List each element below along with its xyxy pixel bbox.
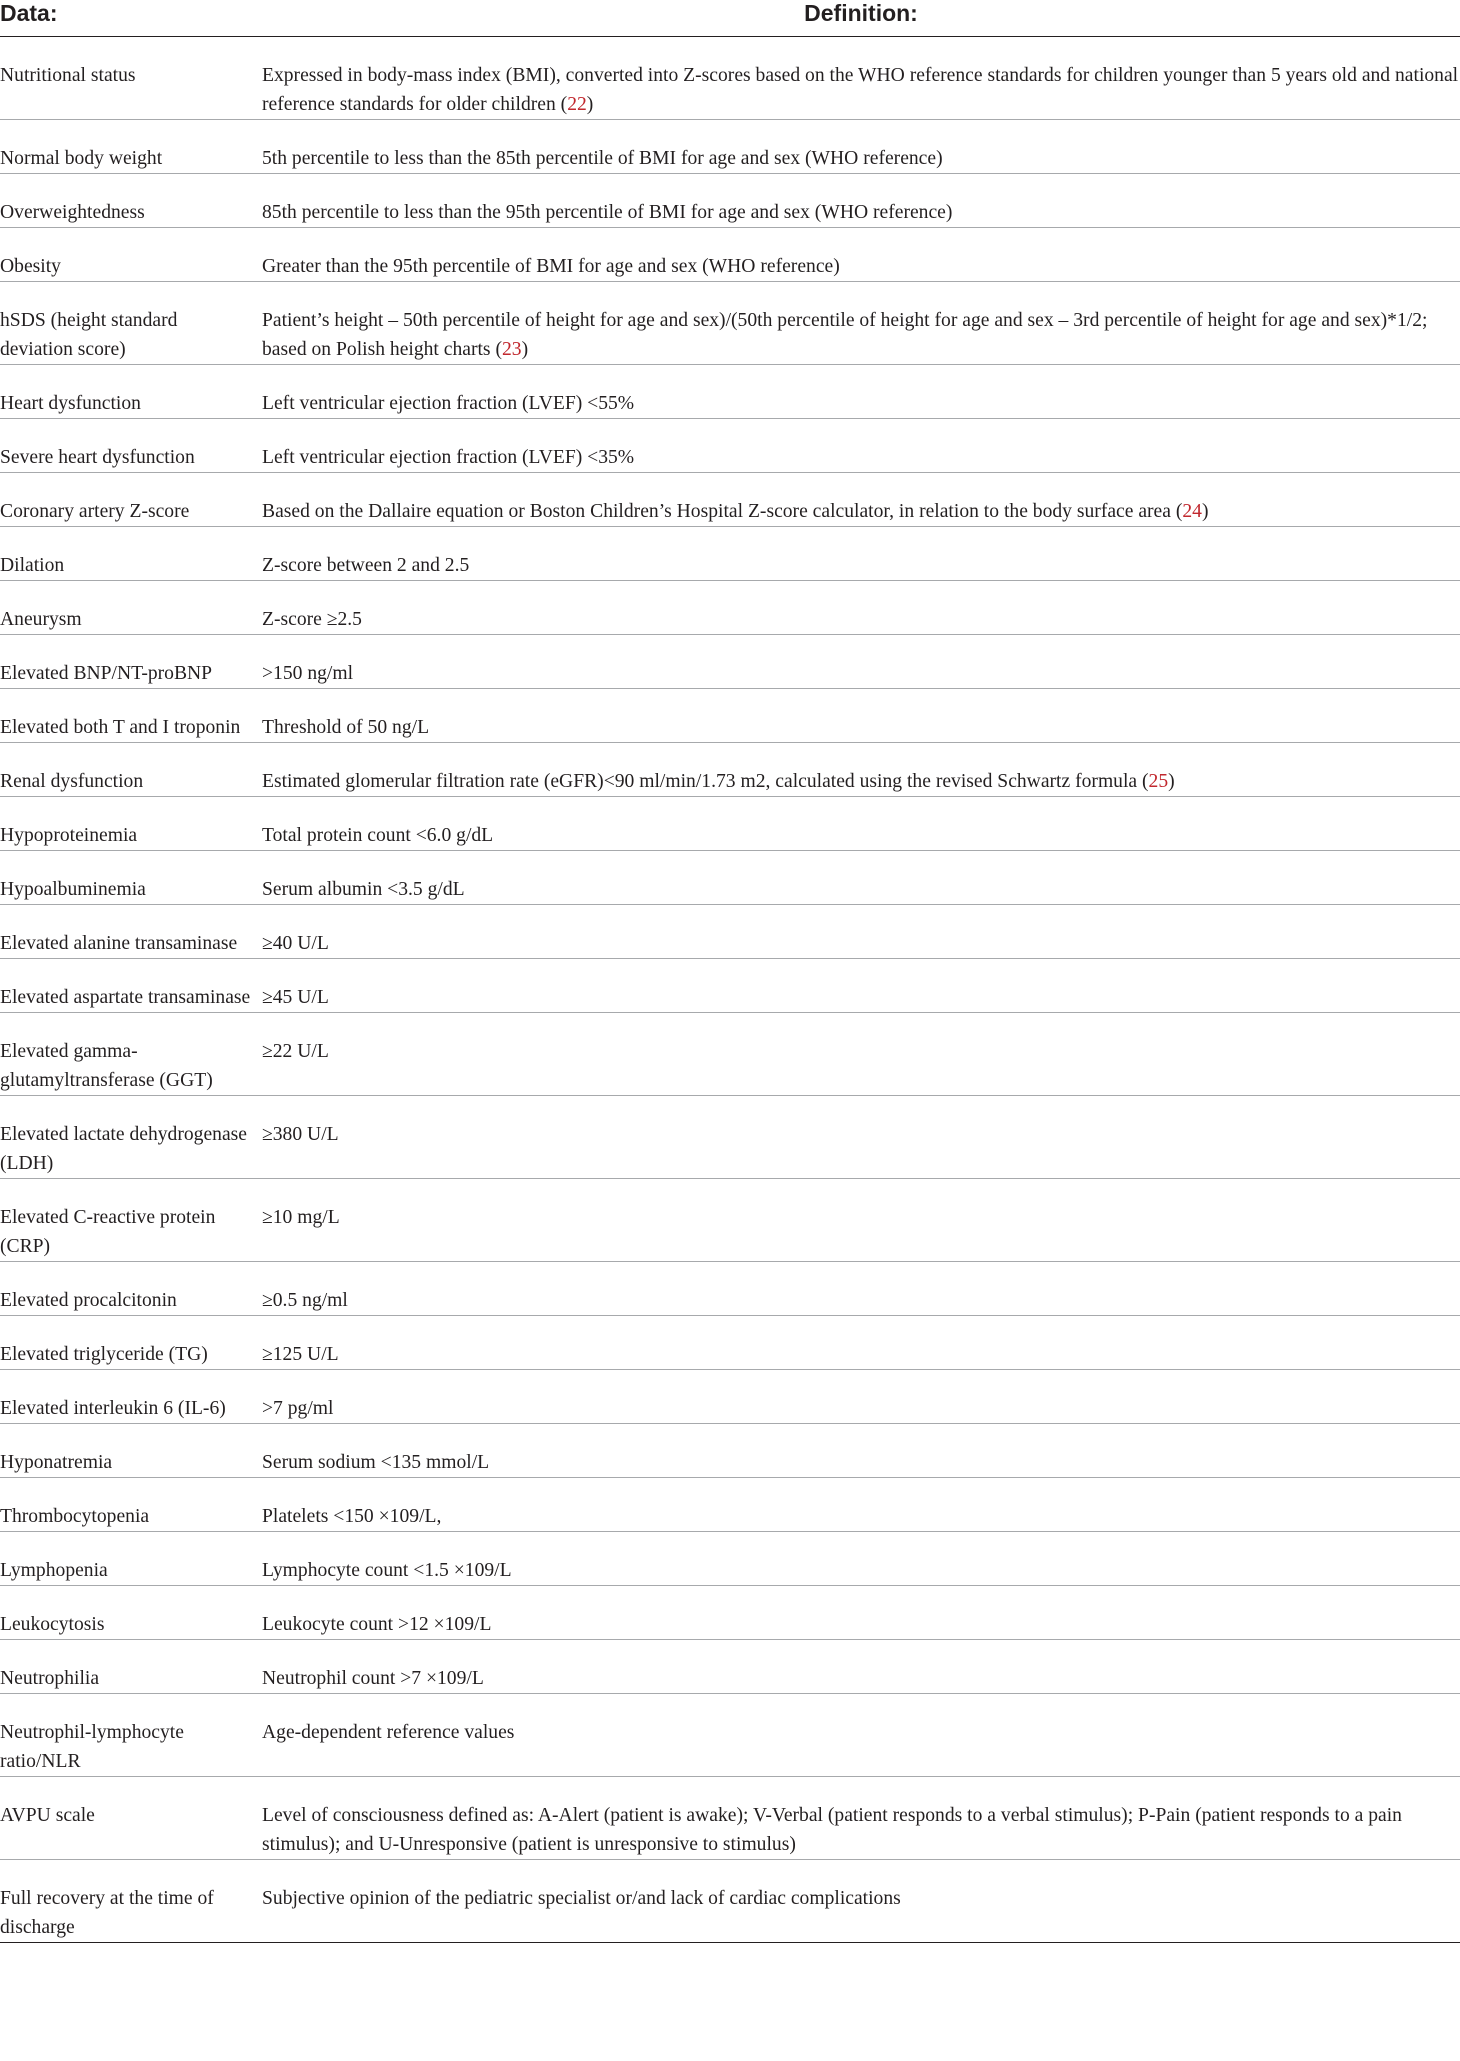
- data-term-cell: Elevated interleukin 6 (IL-6): [0, 1370, 262, 1424]
- definition-text: Subjective opinion of the pediatric specialist or/and lack of cardiac complications: [262, 1888, 901, 1909]
- reference-link[interactable]: 25: [1148, 771, 1169, 792]
- definition-text: Platelets <150 ×109/L,: [262, 1506, 442, 1527]
- definition-text: 85th percentile to less than the 95th percentile of BMI for age and sex (WHO reference): [262, 202, 953, 223]
- table-row: [0, 120, 1460, 174]
- definition-text: Left ventricular ejection fraction (LVEF) <35%: [262, 447, 635, 468]
- definition-cell: [262, 120, 1460, 174]
- definition-cell: [262, 1424, 1460, 1478]
- definition-text: ≥0.5 ng/ml: [262, 1290, 348, 1311]
- data-term-cell: Lymphopenia: [0, 1532, 262, 1586]
- table-header: [0, 0, 1460, 37]
- definition-text: >7 pg/ml: [262, 1398, 334, 1419]
- data-term-cell: Heart dysfunction: [0, 365, 262, 419]
- table-row: [0, 228, 1460, 282]
- definition-text: Greater than the 95th percentile of BMI for age and sex (WHO reference): [262, 256, 840, 277]
- data-term-cell: Elevated procalcitonin: [0, 1262, 262, 1316]
- data-term-cell: Elevated lactate dehydrogenase (LDH): [0, 1096, 262, 1179]
- table-row: [0, 1262, 1460, 1316]
- definition-cell: [262, 1777, 1460, 1860]
- definition-text: ): [1201, 501, 1209, 522]
- definition-column-header: Definition:: [262, 0, 1460, 37]
- definition-text: ≥125 U/L: [262, 1344, 339, 1365]
- data-term-cell: Elevated aspartate transaminase: [0, 959, 262, 1013]
- definition-cell: [262, 282, 1460, 365]
- definition-cell: [262, 797, 1460, 851]
- definition-cell: [262, 1096, 1460, 1179]
- data-column-header: Data:: [0, 0, 262, 37]
- table-row: [0, 282, 1460, 365]
- definition-cell: [262, 1694, 1460, 1777]
- definition-cell: [262, 1179, 1460, 1262]
- definition-text: ≥40 U/L: [262, 933, 329, 954]
- definition-text: Based on the Dallaire equation or Boston Children’s Hospital Z-score calculator, in relation to the body surface area (: [262, 501, 1183, 522]
- definition-text: Patient’s height – 50th percentile of height for age and sex)/(50th percentile of height for age and sex – 3rd percentile of height for age and sex)*1/2; based on Polish height charts (: [262, 310, 1428, 360]
- table-row: [0, 797, 1460, 851]
- data-term-cell: Overweightedness: [0, 174, 262, 228]
- data-term-cell: Thrombocytopenia: [0, 1478, 262, 1532]
- data-term-cell: Elevated gamma-glutamyltransferase (GGT): [0, 1013, 262, 1096]
- data-term-cell: Normal body weight: [0, 120, 262, 174]
- definition-cell: [262, 1370, 1460, 1424]
- definition-text: ≥380 U/L: [262, 1124, 339, 1145]
- definition-text: Total protein count <6.0 g/dL: [262, 825, 494, 846]
- table-row: [0, 365, 1460, 419]
- definition-cell: [262, 1860, 1460, 1943]
- data-term-cell: AVPU scale: [0, 1777, 262, 1860]
- data-term-cell: Full recovery at the time of discharge: [0, 1860, 262, 1943]
- definition-cell: [262, 1262, 1460, 1316]
- definition-cell: [262, 365, 1460, 419]
- definition-text: Threshold of 50 ng/L: [262, 717, 430, 738]
- header-row: [0, 0, 1460, 37]
- definition-cell: [262, 581, 1460, 635]
- data-term-cell: Elevated C-reactive protein (CRP): [0, 1179, 262, 1262]
- table-row: [0, 851, 1460, 905]
- definition-cell: [262, 635, 1460, 689]
- reference-link[interactable]: 24: [1182, 501, 1202, 522]
- reference-link[interactable]: 22: [567, 94, 587, 115]
- definition-text: Level of consciousness defined as: A-Alert (patient is awake); V-Verbal (patient responds to a verbal stimulus); P-Pain (patient responds to a pain stimulus); and U-Unresponsive (patient is unresponsive to stimulus): [262, 1805, 1402, 1855]
- definition-text: ): [521, 339, 529, 360]
- table-row: [0, 1370, 1460, 1424]
- definition-text: ): [1168, 771, 1175, 792]
- table-row: [0, 1424, 1460, 1478]
- definition-cell: [262, 959, 1460, 1013]
- table-row: [0, 1860, 1460, 1943]
- table-row: [0, 1532, 1460, 1586]
- definition-text: Estimated glomerular filtration rate (eGFR)<90 ml/min/1.73 m2, calculated using the revised Schwartz formula (: [262, 771, 1149, 792]
- table-row: [0, 581, 1460, 635]
- table-row: [0, 473, 1460, 527]
- definition-text: Serum albumin <3.5 g/dL: [262, 879, 465, 900]
- data-term-cell: Renal dysfunction: [0, 743, 262, 797]
- data-term-cell: Elevated BNP/NT-proBNP: [0, 635, 262, 689]
- definition-cell: [262, 1478, 1460, 1532]
- definition-cell: [262, 905, 1460, 959]
- data-term-cell: Elevated alanine transaminase: [0, 905, 262, 959]
- definition-text: Expressed in body-mass index (BMI), converted into Z-scores based on the WHO reference standards for children younger than 5 years old and national reference standards for older children (: [262, 65, 1459, 115]
- definition-text: Neutrophil count >7 ×109/L: [262, 1668, 484, 1689]
- table-row: [0, 743, 1460, 797]
- definition-cell: [262, 37, 1460, 120]
- table-row: [0, 1640, 1460, 1694]
- definition-text: >150 ng/ml: [262, 663, 354, 684]
- definition-text: Leukocyte count >12 ×109/L: [262, 1614, 492, 1635]
- definition-text: 5th percentile to less than the 85th percentile of BMI for age and sex (WHO reference): [262, 148, 943, 169]
- table-row: [0, 1096, 1460, 1179]
- data-term-cell: hSDS (height standard deviation score): [0, 282, 262, 365]
- definition-text: Left ventricular ejection fraction (LVEF) <55%: [262, 393, 635, 414]
- definition-cell: [262, 1013, 1460, 1096]
- definition-cell: [262, 1316, 1460, 1370]
- definition-text: Serum sodium <135 mmol/L: [262, 1452, 490, 1473]
- table-body: [0, 37, 1460, 1943]
- definition-text: ≥22 U/L: [262, 1041, 329, 1062]
- data-term-cell: Coronary artery Z-score: [0, 473, 262, 527]
- definition-cell: [262, 1532, 1460, 1586]
- definition-cell: [262, 1586, 1460, 1640]
- definition-text: ≥45 U/L: [262, 987, 329, 1008]
- table-row: [0, 1179, 1460, 1262]
- definition-text: Z-score between 2 and 2.5: [262, 555, 470, 576]
- table-row: [0, 37, 1460, 120]
- data-term-cell: Elevated triglyceride (TG): [0, 1316, 262, 1370]
- table-row: [0, 174, 1460, 228]
- table-row: [0, 635, 1460, 689]
- reference-link[interactable]: 23: [502, 339, 522, 360]
- data-term-cell: Neutrophil-lymphocyte ratio/NLR: [0, 1694, 262, 1777]
- table-row: [0, 1013, 1460, 1096]
- data-term-cell: Neutrophilia: [0, 1640, 262, 1694]
- table-row: [0, 1478, 1460, 1532]
- definition-cell: [262, 228, 1460, 282]
- table-row: [0, 1586, 1460, 1640]
- data-term-cell: Dilation: [0, 527, 262, 581]
- table-row: [0, 527, 1460, 581]
- definition-cell: [262, 473, 1460, 527]
- definition-cell: [262, 743, 1460, 797]
- definition-cell: [262, 1640, 1460, 1694]
- data-term-cell: Hypoproteinemia: [0, 797, 262, 851]
- data-term-cell: Hyponatremia: [0, 1424, 262, 1478]
- data-term-cell: Aneurysm: [0, 581, 262, 635]
- definition-cell: [262, 527, 1460, 581]
- table-row: [0, 1694, 1460, 1777]
- definition-text: Age-dependent reference values: [262, 1722, 515, 1743]
- data-term-cell: Hypoalbuminemia: [0, 851, 262, 905]
- definition-cell: [262, 689, 1460, 743]
- table-row: [0, 959, 1460, 1013]
- definition-cell: [262, 174, 1460, 228]
- definition-text: ≥10 mg/L: [262, 1207, 340, 1228]
- table-row: [0, 1777, 1460, 1860]
- table-row: [0, 905, 1460, 959]
- definition-cell: [262, 851, 1460, 905]
- data-term-cell: Nutritional status: [0, 37, 262, 120]
- data-term-cell: Obesity: [0, 228, 262, 282]
- data-term-cell: Severe heart dysfunction: [0, 419, 262, 473]
- data-term-cell: Elevated both T and I troponin: [0, 689, 262, 743]
- table-row: [0, 1316, 1460, 1370]
- definition-text: ): [586, 94, 594, 115]
- data-term-cell: Leukocytosis: [0, 1586, 262, 1640]
- table-row: [0, 689, 1460, 743]
- definition-text: Z-score ≥2.5: [262, 609, 362, 630]
- definition-cell: [262, 419, 1460, 473]
- definition-text: Lymphocyte count <1.5 ×109/L: [262, 1560, 512, 1581]
- table-row: [0, 419, 1460, 473]
